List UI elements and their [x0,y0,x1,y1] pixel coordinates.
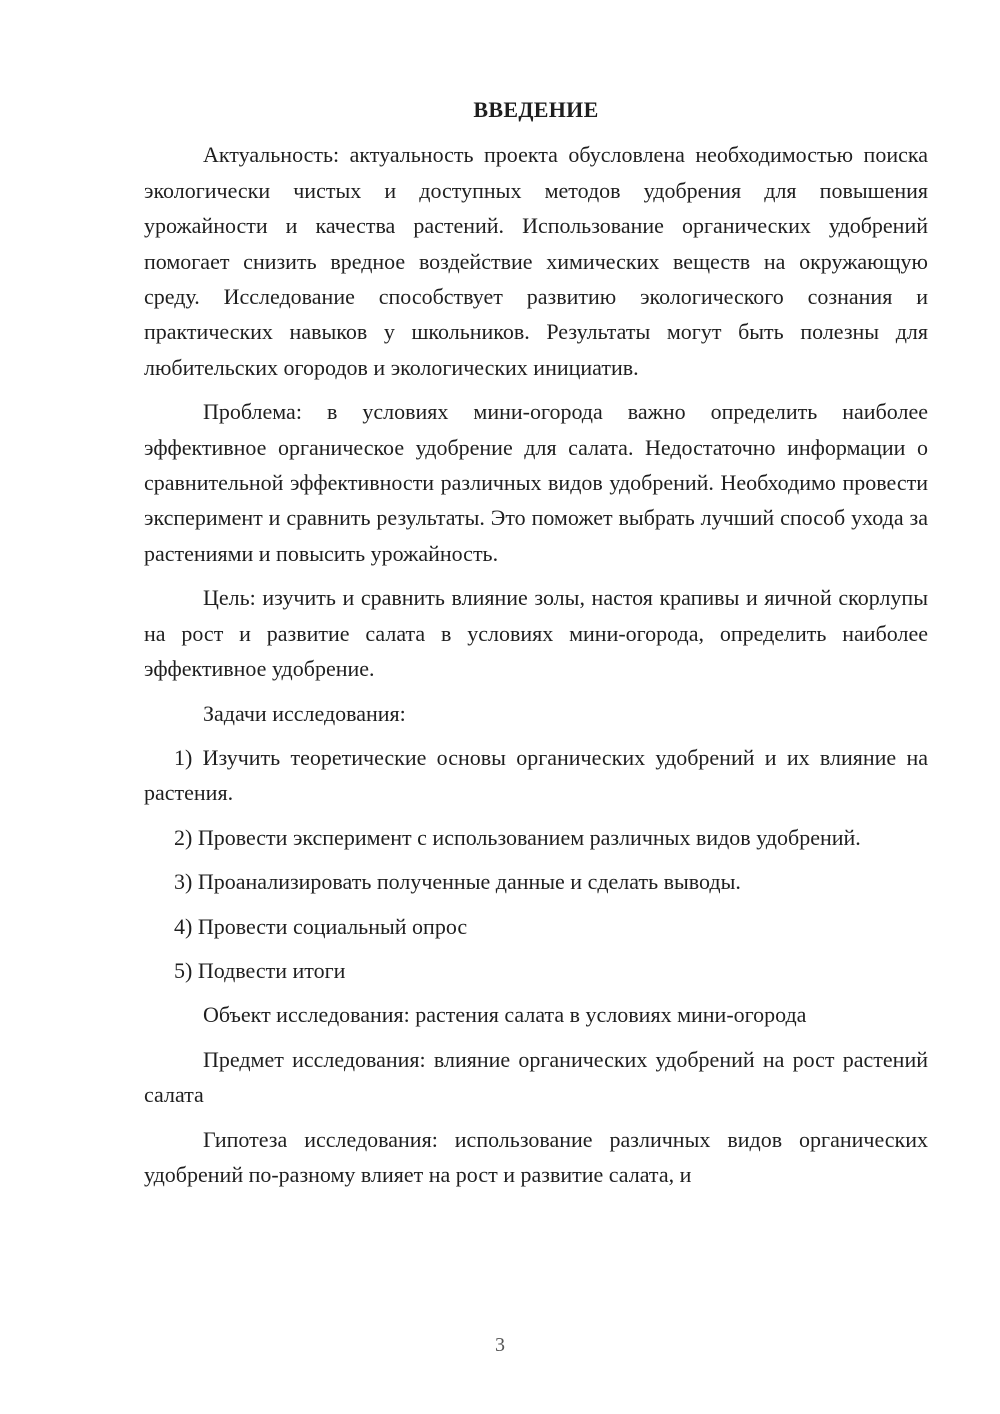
task-item-1: 1) Изучить теоретические основы органических удобрений и их влияние на растения. [144,744,928,806]
task-item-4: 4) Провести социальный опрос [174,913,468,939]
problem-paragraph: Проблема: в условиях мини-огорода важно определить наиболее эффективное органическое удобрение для салата. Недостаточно информации о сравнительной эффективности различных видов удобрений. Необходимо провести эксперимент и сравнить результаты. Это поможет выбрать лучший способ ухода за растениями и повысить урожайность. [144,399,928,566]
task-item-2: 2) Провести эксперимент с использованием различных видов удобрений. [174,824,861,850]
page-number: 3 [495,1334,505,1356]
task-item-3: 3) Проанализировать полученные данные и сделать выводы. [174,869,741,895]
section-title: ВВЕДЕНИЕ [473,97,599,122]
relevance-paragraph: Актуальность: актуальность проекта обусловлена необходимостью поиска экологически чистых и доступных методов удобрения для повышения урожайности и качества растений. Использование органических удобрений помогает снизить вредное воздействие химических веществ на окружающую среду. Исследование способствует развитию экологического сознания и практических навыков у школьников. Результаты могут быть полезны для любительских огородов и экологических инициатив. [144,142,928,380]
goal-paragraph: Цель: изучить и сравнить влияние золы, настоя крапивы и яичной скорлупы на рост и развитие салата в условиях мини-огорода, определить наиболее эффективное удобрение. [144,585,928,682]
subject-paragraph: Предмет исследования: влияние органических удобрений на рост растений салата [144,1046,928,1108]
object-paragraph: Объект исследования: растения салата в условиях мини-огорода [203,1002,807,1028]
task-item-5: 5) Подвести итоги [174,957,346,983]
hypothesis-paragraph: Гипотеза исследования: использование различных видов органических удобрений по-разному влияет на рост и развитие салата, и [144,1126,928,1187]
tasks-heading: Задачи исследования: [203,700,406,726]
page-content [144,92,928,1201]
